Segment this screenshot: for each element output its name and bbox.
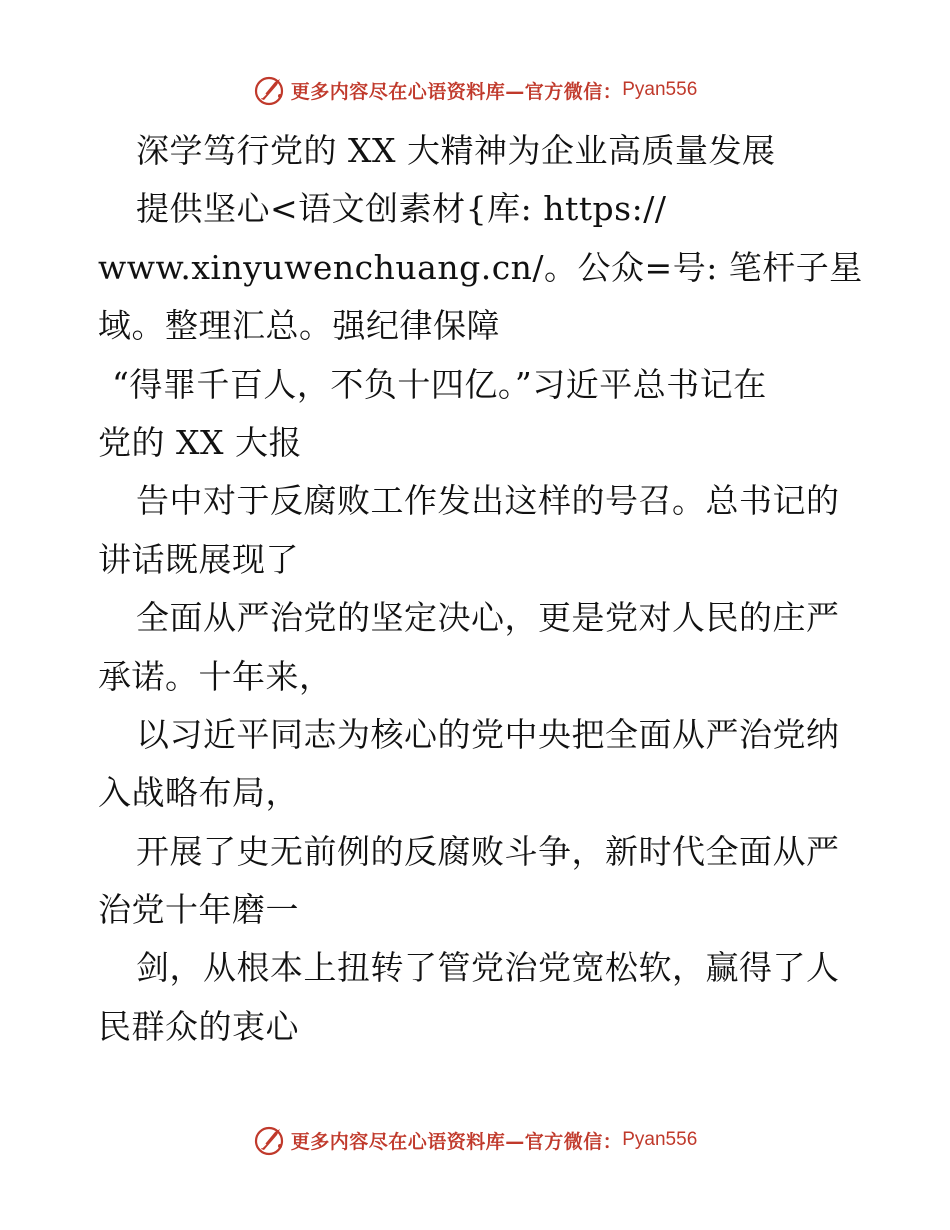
text-line: 承诺。十年来， xyxy=(98,656,333,696)
text-line: 开展了史无前例的反腐败斗争，新时代全面从严 xyxy=(136,831,840,871)
banner-text: 更多内容尽在心语资料库—官方微信： xyxy=(290,1130,623,1153)
footer-banner xyxy=(0,1120,950,1160)
banner-wechat-id: Pyan556 xyxy=(622,79,698,100)
quill-pen-circle-icon xyxy=(253,1123,287,1157)
quill-pen-circle-icon xyxy=(253,73,287,107)
text-line: 治党十年磨一 xyxy=(98,890,299,930)
document-body xyxy=(98,122,863,1056)
text-line: 民群众的衷心 xyxy=(98,1006,299,1046)
text-line: 全面从严治党的坚定决心，更是党对人民的庄严 xyxy=(136,598,840,638)
text-line: 提供坚心<语文创素材{库: https:// xyxy=(136,189,667,229)
header-banner xyxy=(0,70,950,110)
text-line: 剑，从根本上扭转了管党治党宽松软，赢得了人 xyxy=(136,948,840,988)
text-line: 讲话既展现了 xyxy=(98,539,299,579)
text-line: 域。整理汇总。强纪律保障 xyxy=(98,306,500,346)
text-line: 党的 XX 大报 xyxy=(98,422,302,462)
text-line: 告中对于反腐败工作发出这样的号召。总书记的 xyxy=(136,481,840,521)
text-line: 入战略布局， xyxy=(98,773,299,813)
text-line: www.xinyuwenchuang.cn/。公众=号: 笔杆子星 xyxy=(98,247,863,287)
banner-text: 更多内容尽在心语资料库—官方微信： xyxy=(290,80,623,103)
text-line: 以习近平同志为核心的党中央把全面从严治党纳 xyxy=(136,714,840,754)
text-line: “得罪千百人，不负十四亿。”习近平总书记在 xyxy=(112,364,767,404)
banner-wechat-id: Pyan556 xyxy=(622,1129,698,1150)
text-line: 深学笃行党的 XX 大精神为企业高质量发展 xyxy=(136,131,776,170)
